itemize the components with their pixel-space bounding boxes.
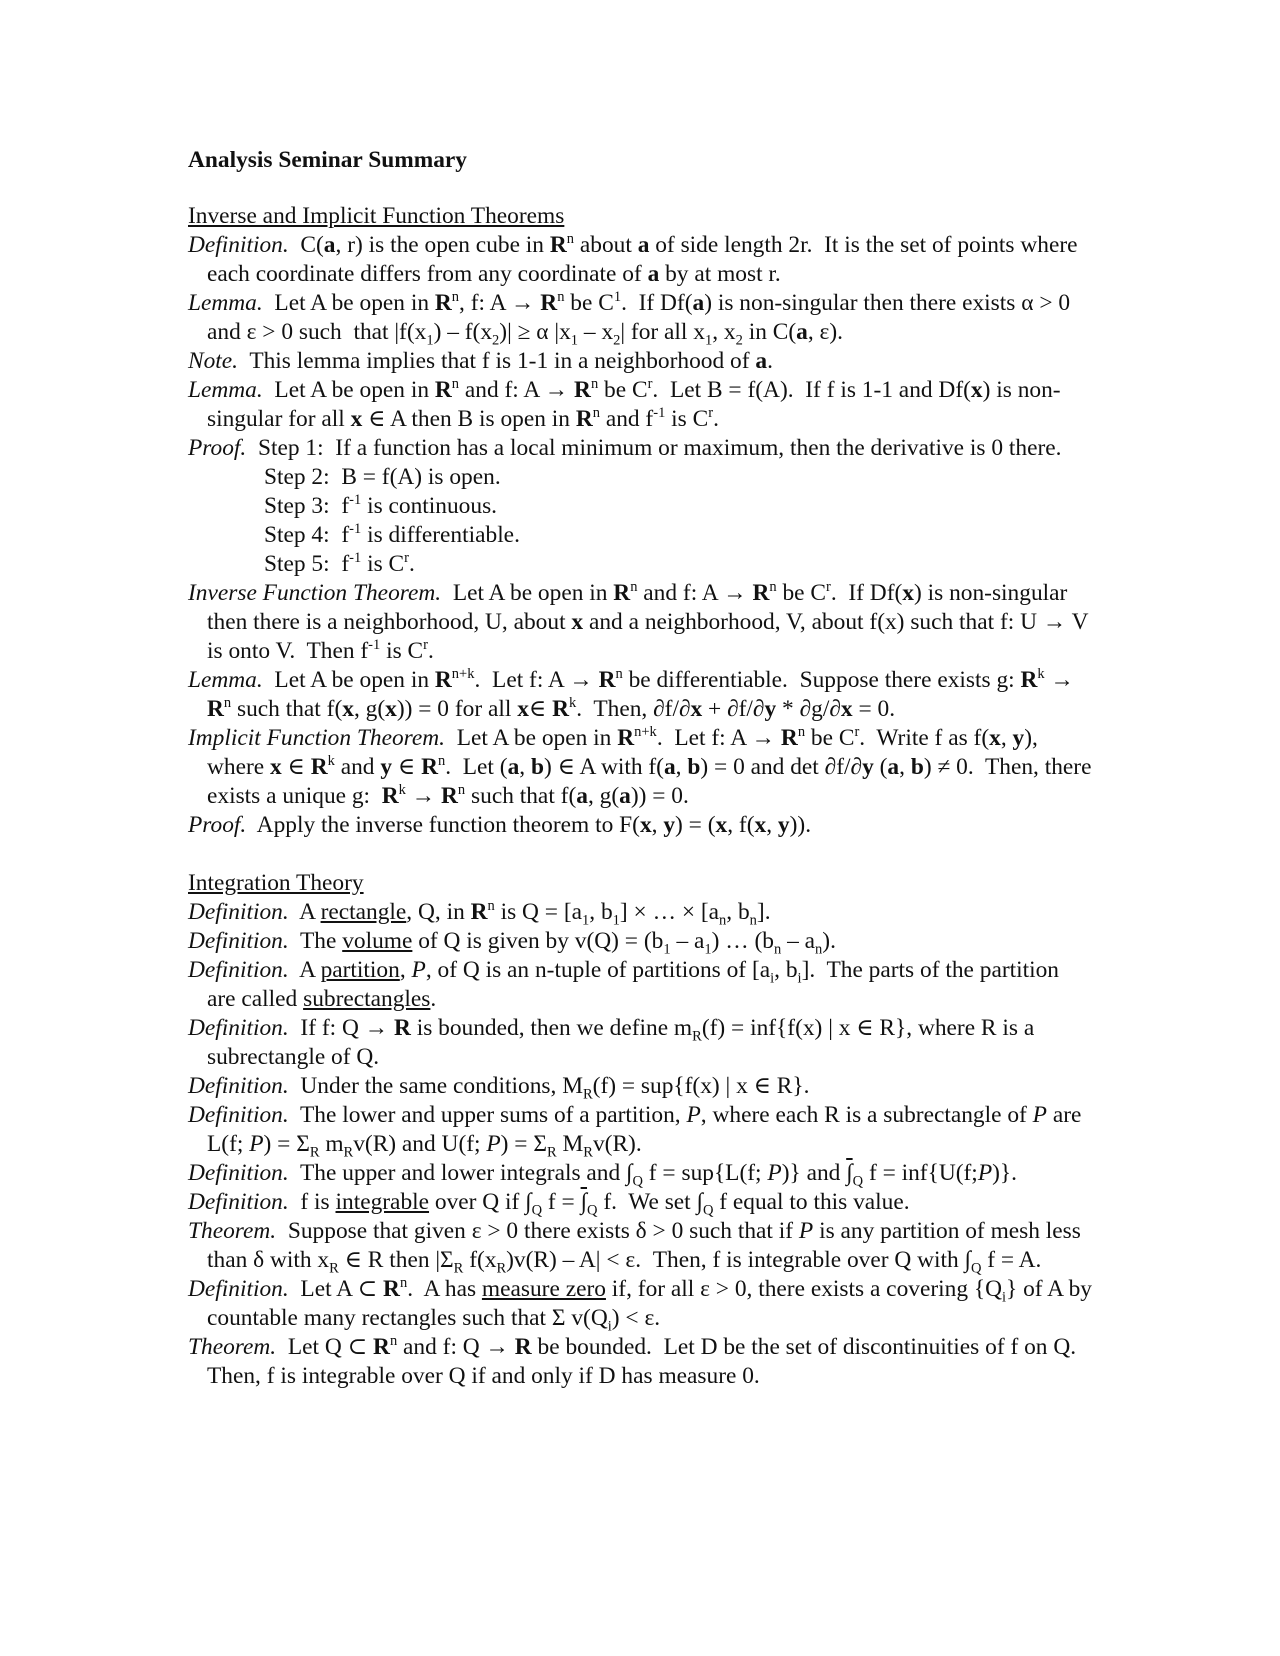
entry-text: Let A be open in $R^n$ and f: $A \to R^n$ be $C^r$. Let B = f(A). If f is 1-1 and Df(x) is non-singular for all x ∈ A then B is open in $R^n$ and $f^{-1}$ is $C^r$.	[207, 376, 1061, 432]
section-spacer	[188, 840, 1093, 869]
entry	[188, 927, 1093, 956]
entry-label: Definition.	[188, 957, 289, 983]
entry-text: Step 2: B = f(A) is open.	[264, 464, 501, 490]
entry-text: Suppose that given ε > 0 there exists δ > 0 such that if P is any partition of mesh less than δ with $x_R$ ∈ R then $|\Sigma_R$ $f(x_R)v(R) - A| < \varepsilon$. Then, f is integrable over Q with $\int_Q$ f = A.	[207, 1218, 1081, 1277]
entry	[188, 956, 1093, 1014]
entry-text: A rectangle, Q, in $R^n$ is $Q = [a_1$, $b_1$] × … × [$a_n$, $b_n$].	[299, 898, 771, 929]
entry-label: Definition.	[188, 1276, 289, 1302]
entry	[188, 289, 1093, 347]
entry-label: Inverse Function Theorem.	[188, 580, 442, 606]
entry-label: Proof.	[188, 435, 247, 461]
entry-text: This lemma implies that f is 1-1 in a neighborhood of a.	[249, 348, 773, 374]
entry-label: Definition.	[188, 1102, 289, 1128]
entry	[188, 724, 1093, 811]
entry-text: Let A be open in $R^{n+k}$. Let f: $A \to R^n$ be $C^r$. Write f as f(x, y), where x ∈ $R^k$ and y ∈ $R^n$. Let (a, b) ∈ A with f(a, b) = 0 and det ∂f/∂y (a, b) ≠ 0. Then, there exists a unique g: $R^k \to R^n$ such that f(a, g(a)) = 0.	[207, 724, 1092, 809]
entry-text: Let A be open in $R^{n+k}$. Let f: $A \to R^n$ be differentiable. Suppose there exists g: $R^k \to R^n$ such that f(x, g(x)) = 0 for all x∈ $R^k$. Then, ∂f/∂x + ∂f/∂y * ∂g/∂x = 0.	[207, 666, 1074, 722]
section	[188, 202, 1093, 840]
entry-text: Step 1: If a function has a local minimum or maximum, then the derivative is 0 there.	[257, 435, 1062, 461]
entry-label: Proof.	[188, 812, 247, 838]
entry-text: Apply the inverse function theorem to F(x, y) = (x, f(x, y)).	[256, 812, 812, 838]
entry-label: Lemma.	[188, 377, 263, 403]
entry-label: Definition.	[188, 928, 289, 954]
entry	[188, 811, 1093, 840]
entry-text: Let Q ⊂ $R^n$ and f: Q → R be bounded. Let D be the set of discontinuities of f on Q. Then, f is integrable over Q if and only if D has measure 0.	[207, 1333, 1082, 1389]
entry-text: Step 5: $f^{-1}$ is $C^r$.	[264, 550, 415, 577]
entry-text: The lower and upper sums of a partition, P, where each R is a subrectangle of P are L(f; $P) = \Sigma_R$ $m_Rv(R)$ and U(f; $P) = \Sigma_R$ $M_Rv(R)$.	[207, 1102, 1082, 1161]
entry-text: The upper and lower integrals and $\int_Q$ f = sup{L(f; P)} and $\int_Q$ f = inf{U(f;P)}.	[299, 1160, 1017, 1190]
proof-step	[188, 463, 1093, 492]
section-heading: Inverse and Implicit Function Theorems	[188, 203, 565, 229]
document-title: Analysis Seminar Summary	[188, 147, 467, 173]
entry-text: A partition, P, of Q is an n-tuple of partitions of [$a_i$, $b_i$]. The parts of the partition are called subrectangles.	[207, 957, 1060, 1012]
section-heading: Integration Theory	[188, 870, 364, 896]
entry	[188, 434, 1093, 463]
entry-label: Theorem.	[188, 1218, 277, 1244]
entry-label: Note.	[188, 348, 239, 374]
entry-text: If f: Q → R is bounded, then we define $m_R(f) = inf\{f(x)$ | x ∈ R}, where R is a subrectangle of Q.	[207, 1015, 1035, 1070]
entry	[188, 1217, 1093, 1275]
entry	[188, 1333, 1093, 1391]
entry-label: Definition.	[188, 232, 289, 258]
entry-text: Let A be open in $R^n$, f: $A \to R^n$ be $C^1$. If Df(a) is non-singular then there exists α > 0 and ε > 0 such that $|f(x_1) - f(x_2)| \ge \alpha$ $|x_1 - x_2|$ for all $x_1$, $x_2$ in C(a, ε).	[207, 289, 1071, 349]
entry-text: Under the same conditions, $M_R(f) = sup\{f(x)$ | x ∈ R}.	[300, 1073, 810, 1103]
entry-text: Let A ⊂ $R^n$. A has measure zero if, for all ε > 0, there exists a covering $\{Q_i\}$ of A by countable many rectangles such that Σ $v(Q_i) < \varepsilon$.	[207, 1275, 1092, 1335]
entry	[188, 376, 1093, 434]
proof-step	[188, 521, 1093, 550]
entry	[188, 1014, 1093, 1072]
entry-text: f is integrable over Q if $\int_Q$ $f = \int_Q$ f. We set $\int_Q$ f equal to this value.	[300, 1189, 910, 1219]
entry-text: Step 3: $f^{-1}$ is continuous.	[264, 492, 498, 519]
document-body	[188, 146, 1093, 1391]
entry	[188, 231, 1093, 289]
entry	[188, 347, 1093, 376]
proof-step	[188, 492, 1093, 521]
entry	[188, 1072, 1093, 1101]
entry	[188, 579, 1093, 666]
entry-text: C(a, r) is the open cube in $R^n$ about a of side length 2r. It is the set of points where each coordinate differs from any coordinate of a by at most r.	[207, 231, 1078, 287]
entry	[188, 1101, 1093, 1159]
proof-step	[188, 550, 1093, 579]
entry	[188, 1159, 1093, 1188]
entry	[188, 1188, 1093, 1217]
entry-label: Implicit Function Theorem.	[188, 725, 446, 751]
entry-text: Let A be open in $R^n$ and f: $A \to R^n$ be $C^r$. If Df(x) is non-singular then there is a neighborhood, U, about x and a neighborhood, V, about f(x) such that f: U → V is onto V. Then $f^{-1}$ is $C^r$.	[207, 579, 1089, 664]
entry-label: Theorem.	[188, 1334, 277, 1360]
entry-label: Lemma.	[188, 290, 263, 316]
entry-text: The volume of Q is given by $v(Q) = (b_1 - a_1)$ … $(b_n - a_n)$.	[299, 928, 836, 958]
entry-label: Lemma.	[188, 667, 263, 693]
entry-label: Definition.	[188, 1015, 289, 1041]
sections-container	[188, 202, 1093, 1391]
entry-label: Definition.	[188, 1189, 289, 1215]
section	[188, 869, 1093, 1391]
entry-label: Definition.	[188, 1160, 289, 1186]
entry	[188, 666, 1093, 724]
entry-text: Step 4: $f^{-1}$ is differentiable.	[264, 521, 520, 548]
entry	[188, 1275, 1093, 1333]
entry	[188, 898, 1093, 927]
entry-label: Definition.	[188, 899, 289, 925]
entry-label: Definition.	[188, 1073, 289, 1099]
